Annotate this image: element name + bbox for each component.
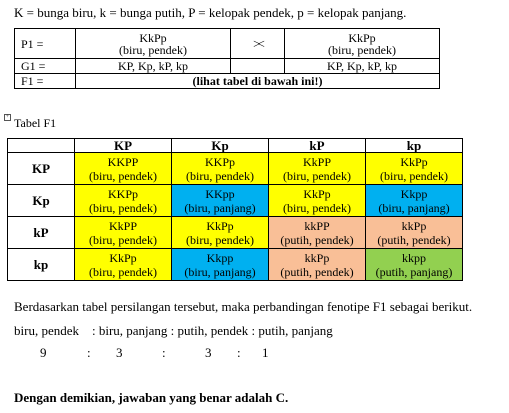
conclusion-text: Dengan demikian, jawaban yang benar adalah C.: [14, 390, 289, 405]
cell-phenotype: (biru, pendek): [186, 168, 254, 183]
punnett-cell: [269, 185, 366, 217]
punnett-row: [8, 185, 463, 217]
punnett-cell: [75, 185, 172, 217]
row-header: kP: [8, 217, 75, 249]
f1-value: (lihat tabel di bawah ini!): [76, 74, 440, 89]
cell-genotype: KKPP: [107, 154, 139, 169]
cell-genotype: KKPp: [204, 154, 235, 169]
punnett-cell: [366, 153, 463, 185]
ratio-value: 1: [262, 345, 269, 360]
g1-row: [15, 59, 440, 74]
p1-left-genotype: KkPp: [139, 30, 167, 45]
cell-genotype: KkPp: [303, 186, 331, 201]
cell-genotype: KkPp: [206, 218, 234, 233]
cell-phenotype: (biru, panjang): [184, 200, 256, 215]
cell-phenotype: (biru, pendek): [380, 168, 448, 183]
cell-genotype: kkPp: [401, 218, 427, 233]
punnett-cell: [269, 153, 366, 185]
ratio-value: 9: [40, 345, 47, 360]
cell-phenotype: (biru, pendek): [89, 232, 157, 247]
punnett-row: [8, 153, 463, 185]
punnett-cell: [366, 185, 463, 217]
corner-cell: [8, 139, 75, 153]
punnett-cell: [75, 153, 172, 185]
p1-left-phenotype: (biru, pendek): [119, 42, 187, 57]
punnett-cell: [366, 217, 463, 249]
summary-text: Berdasarkan tabel persilangan tersebut, maka perbandingan fenotipe F1 sebagai berikut.: [14, 299, 473, 314]
cell-genotype: KkPP: [108, 218, 137, 233]
g1-right: KP, Kp, kP, kp: [285, 59, 440, 74]
anchor-icon: +: [5, 114, 10, 120]
p1-right-genotype: KkPp: [348, 30, 376, 45]
ratio-labels: biru, pendek : biru, panjang : putih, pendek : putih, panjang: [14, 323, 333, 338]
cell-genotype: kkpp: [402, 250, 426, 265]
punnett-row: [8, 249, 463, 281]
cell-phenotype: (biru, pendek): [283, 200, 351, 215]
f1-row: [15, 74, 440, 89]
row-header: Kp: [8, 185, 75, 217]
cell-genotype: Kkpp: [206, 250, 234, 265]
g1-spacer: [231, 59, 285, 74]
punnett-cell: [172, 249, 269, 281]
cell-phenotype: (putih, pendek): [280, 264, 354, 279]
col-header: kP: [269, 139, 366, 153]
punnett-body: [8, 153, 463, 281]
ratio-separator: :: [87, 345, 91, 360]
col-header: kp: [366, 139, 463, 153]
cell-genotype: KKPp: [107, 186, 138, 201]
ratio-values: [0, 345, 509, 361]
p1-right-cell: [285, 29, 440, 59]
cell-phenotype: (putih, panjang): [375, 264, 453, 279]
punnett-cell: [366, 249, 463, 281]
punnett-row: [8, 217, 463, 249]
ratio-value: 3: [205, 345, 212, 360]
punnett-cell: [75, 217, 172, 249]
cell-genotype: kkPP: [304, 218, 330, 233]
punnett-table: [7, 138, 463, 281]
cell-phenotype: (biru, pendek): [89, 168, 157, 183]
cell-genotype: kkPp: [304, 250, 330, 265]
ratio-separator: :: [237, 345, 241, 360]
cell-genotype: KkPp: [400, 154, 428, 169]
cross-symbol: ><: [253, 35, 262, 51]
row-header: KP: [8, 153, 75, 185]
p1-right-phenotype: (biru, pendek): [328, 42, 396, 57]
punnett-cell: [172, 217, 269, 249]
g1-label: G1 =: [15, 59, 76, 74]
punnett-cell: [172, 153, 269, 185]
row-header: kp: [8, 249, 75, 281]
cell-phenotype: (biru, panjang): [378, 200, 450, 215]
cell-phenotype: (biru, pendek): [283, 168, 351, 183]
cell-genotype: KkPp: [109, 250, 137, 265]
parent-cross-table: [14, 28, 440, 89]
punnett-cell: [172, 185, 269, 217]
p1-label: P1 =: [15, 29, 76, 59]
cell-phenotype: (biru, panjang): [184, 264, 256, 279]
p1-row: [15, 29, 440, 59]
cell-genotype: Kkpp: [400, 186, 428, 201]
col-header: Kp: [172, 139, 269, 153]
cell-phenotype: (biru, pendek): [186, 232, 254, 247]
cell-phenotype: (putih, pendek): [377, 232, 451, 247]
ratio-value: 3: [116, 345, 123, 360]
punnett-cell: [75, 249, 172, 281]
cell-phenotype: (biru, pendek): [89, 264, 157, 279]
punnett-cell: [269, 249, 366, 281]
cell-genotype: KKpp: [205, 186, 235, 201]
p1-left-cell: [76, 29, 231, 59]
cross-symbol-cell: [231, 29, 285, 59]
g1-left: KP, Kp, kP, kp: [76, 59, 231, 74]
cell-genotype: KkPP: [302, 154, 331, 169]
cell-phenotype: (biru, pendek): [89, 200, 157, 215]
f1-label: F1 =: [15, 74, 76, 89]
table-title: Tabel F1: [14, 116, 57, 130]
ratio-separator: :: [162, 345, 166, 360]
col-header: KP: [75, 139, 172, 153]
punnett-cell: [269, 217, 366, 249]
legend-text: K = bunga biru, k = bunga putih, P = kelopak pendek, p = kelopak panjang.: [14, 5, 407, 20]
punnett-header-row: [8, 139, 463, 153]
cell-phenotype: (putih, pendek): [280, 232, 354, 247]
